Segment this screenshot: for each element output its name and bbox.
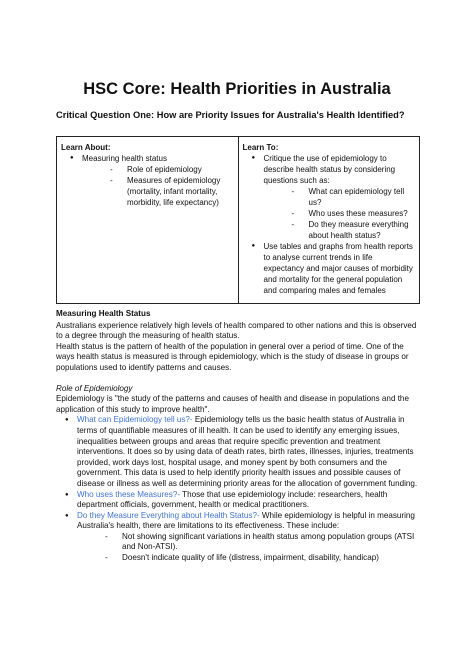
section-heading: Measuring Health Status xyxy=(56,309,151,318)
question-link: Do they Measure Everything about Health Status?- xyxy=(77,510,260,520)
paragraph: Epidemiology is "the study of the patterns and causes of health and disease in populations and the application of this study to improve health". xyxy=(56,394,409,414)
list-item: - Role of epidemiology xyxy=(108,164,234,175)
list-item: - Doesn't indicate quality of life (distress, impairment, disability, handicap) xyxy=(103,553,420,564)
list-item: ● What can Epidemiology tell us?- Epidemiology tells us the basic health status of Australia in terms of quantifiable measures of ill health. It can be used to identify any emerging issues, inequalities between groups and areas that require specific prevention and treatment interventions. It does so by using data of death rates, birth rates, illnesses, injuries, treatments provided, work days lost, hospital usage, and money spent by both consumers and the government. This data is used to help identify priority health issues and possible causes of disease or illness as well as determining priority areas for the allocation of government funding. xyxy=(56,415,420,489)
page-title: HSC Core: Health Priorities in Australia xyxy=(83,80,391,98)
list-item: ● Who uses these Measures?- Those that use epidemiology include: researchers, health department officials, government, health or medical practitioners. xyxy=(56,490,420,511)
learn-to-heading: Learn To: xyxy=(242,143,279,152)
question-link: What can Epidemiology tell us?- xyxy=(77,415,193,425)
document-body xyxy=(56,309,420,564)
learn-to-cell xyxy=(238,137,420,304)
list-item: ● Measuring health status - Role of epidemiology - Measures of epidemiology (mortality, infant mortality, morbidity, life expectancy) xyxy=(61,153,234,208)
syllabus-table xyxy=(56,136,420,304)
learn-about-cell xyxy=(57,137,239,304)
paragraph: Australians experience relatively high levels of health compared to other nations and this is observed to a degree through the measuring of health status. xyxy=(56,320,417,341)
list-item: - Not showing significant variations in health status among population groups (ATSI and Non-ATSI). xyxy=(103,532,420,553)
list-item: - What can epidemiology tell us? xyxy=(290,186,416,208)
list-item: ● Use tables and graphs from health reports to analyse current trends in life expectancy and major causes of morbidity and mortality for the general population and comparing males and females xyxy=(243,241,416,296)
list-item: - Do they measure everything about health status? xyxy=(290,219,416,241)
list-item: ● Do they Measure Everything about Health Status?- While epidemiology is helpful in measuring Australia's health, there are limitations to its effectiveness. These include: - Not showing significant variations in health status among population groups (ATSI and Non-ATSI). - Doesn't indicate quality of life (distress, impairment, disability, handicap) xyxy=(56,511,420,564)
learn-about-heading: Learn About: xyxy=(61,143,111,152)
critical-question: Critical Question One: How are Priority Issues for Australia's Health Identified? xyxy=(56,110,405,120)
list-item: ● Critique the use of epidemiology to describe health status by considering questions such as: - What can epidemiology tell us? - Who uses these measures? - Do they measure everything about health status? xyxy=(243,153,416,241)
paragraph: Health status is the pattern of health of the population in general over a period of time. One of the ways health status is measured is through epidemiology, which is the study of disease in groups or populations used to identify patterns and causes. xyxy=(56,341,409,372)
list-item: - Who uses these measures? xyxy=(290,208,416,219)
subsection-heading: Role of Epidemiology xyxy=(56,383,133,393)
list-item: - Measures of epidemiology (mortality, infant mortality, morbidity, life expectancy) xyxy=(108,175,234,208)
question-link: Who uses these Measures?- xyxy=(77,489,181,499)
